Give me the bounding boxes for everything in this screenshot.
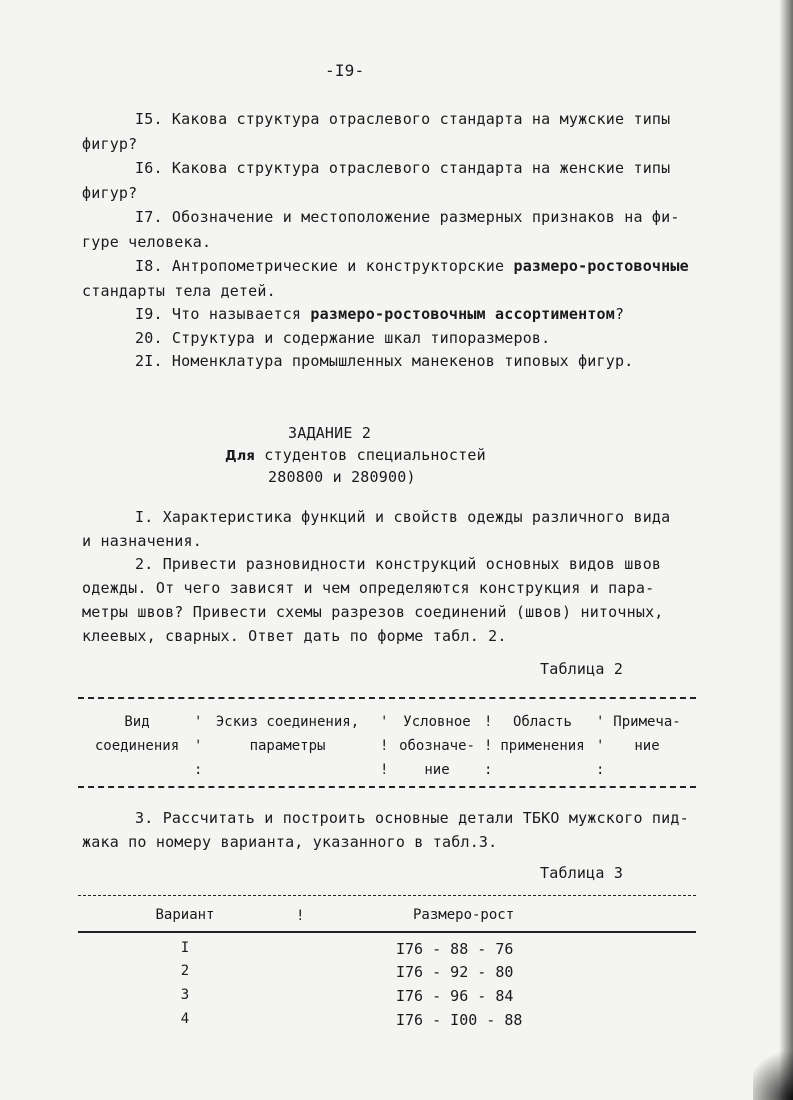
question-16-line-2: фигур? <box>82 184 138 202</box>
column-separator: ! <box>296 908 305 924</box>
table-3-header-variant: Вариант <box>155 907 215 923</box>
question-17-line-2: гуре человека. <box>82 233 212 251</box>
table-2-col-5-line-1: Примеча- <box>613 714 681 730</box>
variant-cell: 4 <box>180 1011 190 1027</box>
question-18-line-1: I8. Антропометрические и конструкторские размеро-ростовочные <box>135 257 689 275</box>
task-heading: ЗАДАНИЕ 2 <box>288 424 372 442</box>
table-2-col-4-line-2: применения <box>500 738 585 754</box>
table-row <box>0 963 793 987</box>
task-specialty-codes: 280800 и 280900) <box>268 468 416 486</box>
table-3-header-size: Размеро-рост <box>413 907 515 923</box>
question-15-line-1: I5. Какова структура отраслевого стандарта на мужские типы <box>135 110 671 128</box>
bold-term: размеро-ростовочные <box>513 257 689 275</box>
column-separator: ! <box>380 762 389 778</box>
column-separator: ' <box>380 714 389 730</box>
table-3-top-rule <box>78 895 696 896</box>
table-2-col-3-line-2: обозначе- <box>399 738 475 754</box>
table-2-col-1-line-1: Вид <box>124 714 150 730</box>
question-20: 20. Структура и содержание шкал типоразмеров. <box>135 329 551 347</box>
table-2-col-2-line-1: Эскиз соединения, <box>215 714 360 730</box>
table-2-col-3-line-1: Условное <box>403 714 471 730</box>
task-item-2-line-1: 2. Привести разновидности конструкций основных видов швов <box>135 555 662 573</box>
column-separator: ' <box>194 714 203 730</box>
size-cell: I76 - I00 - 88 <box>396 1011 523 1029</box>
column-separator: ' <box>596 738 605 754</box>
scan-corner-shadow <box>753 1040 793 1100</box>
variant-cell: 3 <box>180 987 190 1003</box>
question-19: I9. Что называется размеро-ростовочным ассортиментом? <box>135 305 625 323</box>
task-item-1-line-2: и назначения. <box>82 532 202 550</box>
column-separator: ' <box>596 714 605 730</box>
column-separator: ! <box>484 714 493 730</box>
table-row <box>0 1011 793 1035</box>
question-18-line-2: стандарты тела детей. <box>82 282 276 300</box>
table-2-col-1-line-2: соединения <box>94 738 180 754</box>
bold-term: размеро-ростовочным ассортиментом <box>310 305 616 323</box>
question-16-line-1: I6. Какова структура отраслевого стандарта на женские типы <box>135 159 671 177</box>
table-row <box>0 940 793 964</box>
task-item-2-line-2: одежды. От чего зависят и чем определяются конструкция и пара- <box>82 579 655 597</box>
task-item-3-line-2: жака по номеру варианта, указанного в табл.3. <box>82 833 498 851</box>
question-21: 2I. Номенклатура промышленных манекенов типовых фигур. <box>135 352 634 370</box>
table-2-top-rule <box>78 697 696 699</box>
table-2-col-5-line-2: ние <box>634 738 660 754</box>
question-17-line-1: I7. Обозначение и местоположение размерных признаков на фи- <box>135 208 680 226</box>
size-cell: I76 - 92 - 80 <box>396 963 514 981</box>
task-item-2-line-4: клеевых, сварных. Ответ дать по форме табл. 2. <box>82 627 507 645</box>
size-cell: I76 - 96 - 84 <box>396 987 514 1005</box>
task-item-2-line-3: метры швов? Привести схемы разрезов соединений (швов) ниточных, <box>82 603 664 621</box>
variant-cell: I <box>180 940 190 956</box>
scan-edge-shadow <box>779 0 793 1100</box>
table-2-col-4-line-1: Область <box>512 714 572 730</box>
question-15-line-2: фигур? <box>82 135 138 153</box>
table-2-col-2-line-2: параметры <box>249 738 326 754</box>
task-item-3-line-1: 3. Рассчитать и построить основные детали ТБКО мужского пид- <box>135 809 689 827</box>
column-separator: : <box>484 762 493 778</box>
task-subheading: Для студентов специальностей <box>225 446 486 464</box>
column-separator: ! <box>484 738 493 754</box>
column-separator: : <box>194 762 203 778</box>
table-row <box>0 987 793 1011</box>
column-separator: : <box>596 762 605 778</box>
table-2-col-3-line-3: ние <box>424 762 450 778</box>
size-cell: I76 - 88 - 76 <box>396 940 514 958</box>
table-3-header-rule <box>78 931 696 933</box>
table-3-caption: Таблица 3 <box>540 864 624 882</box>
table-2-bottom-rule <box>78 786 696 788</box>
table-3-header-row <box>0 907 793 931</box>
column-separator: ' <box>194 738 203 754</box>
variant-cell: 2 <box>180 963 190 979</box>
page-number: -I9- <box>325 61 365 80</box>
column-separator: ! <box>380 738 389 754</box>
task-item-1-line-1: I. Характеристика функций и свойств одежды различного вида <box>135 508 671 526</box>
table-2-caption: Таблица 2 <box>540 660 624 678</box>
